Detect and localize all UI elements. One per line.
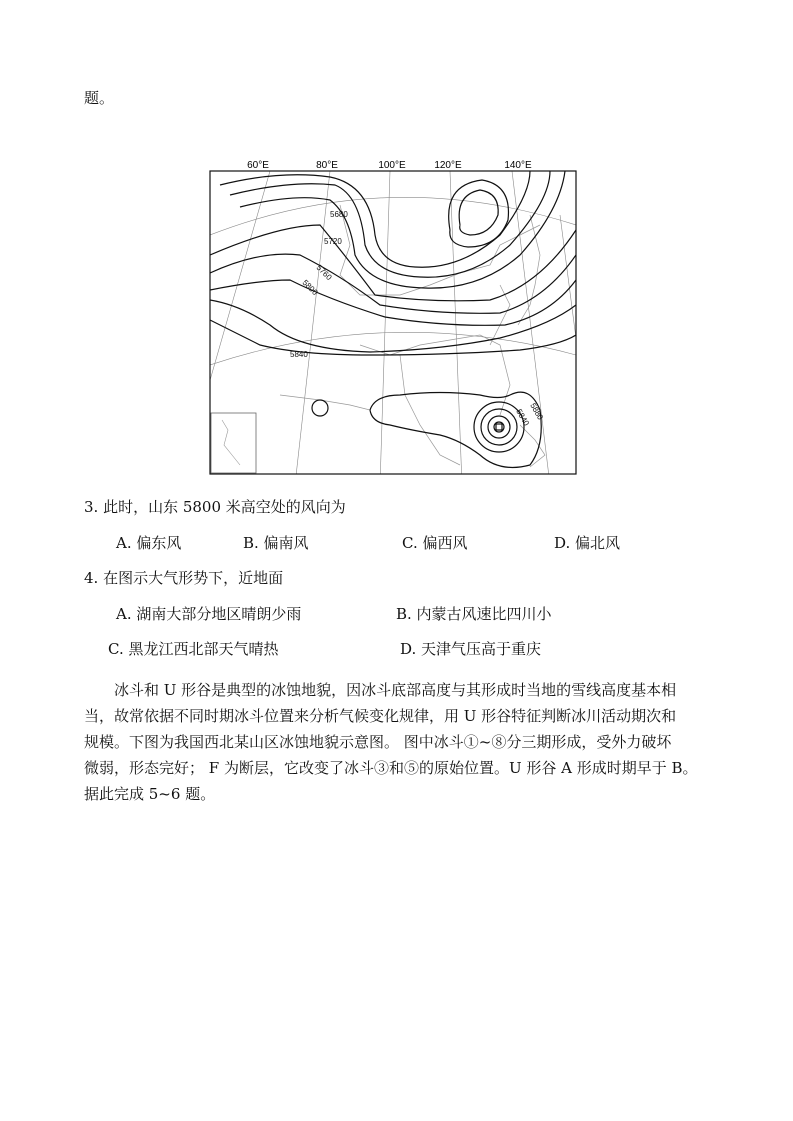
q4-option-c: C. 黑龙江西北部天气晴热 — [108, 640, 279, 658]
contour-label: 5680 — [330, 210, 348, 219]
passage-line: 当，故常依据不同时期冰斗位置来分析气候变化规律，用 U 形谷特征判断冰川活动期次和 — [84, 707, 677, 725]
passage-line: 冰斗和 U 形谷是典型的冰蚀地貌，因冰斗底部高度与其形成时当地的雪线高度基本相 — [114, 681, 677, 699]
passage-line: 规模。下图为我国西北某山区冰蚀地貌示意图。 图中冰斗①~⑧分三期形成，受外力破坏 — [84, 733, 672, 751]
q3-option-c: C. 偏西风 — [402, 534, 468, 552]
q3-stem: 3. 此时，山东 5800 米高空处的风向为 — [84, 498, 346, 516]
q4-option-a: A. 湖南大部分地区晴朗少雨 — [116, 605, 302, 623]
lon-label: 120°E — [434, 160, 462, 171]
contour-label: 5880 — [528, 401, 545, 422]
contour-label: 5760 — [314, 263, 334, 282]
q4-option-b: B. 内蒙古风速比四川小 — [396, 605, 552, 623]
passage — [84, 677, 724, 807]
passage-line: 微弱，形态完好； F 为断层，它改变了冰斗③和⑤的原始位置。U 形谷 A 形成时期早于 B。 — [84, 759, 698, 777]
lon-label: 100°E — [378, 160, 406, 171]
q3-option-a: A. 偏东风 — [116, 534, 182, 552]
lon-label: 60°E — [247, 160, 269, 171]
contour-label: 5720 — [324, 237, 342, 246]
contour-label: 5800 — [300, 278, 320, 297]
contour-label: 5840 — [290, 350, 308, 359]
passage-line: 据此完成 5~6 题。 — [84, 785, 216, 803]
lon-label: 80°E — [316, 160, 338, 171]
q4-option-d: D. 天津气压高于重庆 — [400, 640, 542, 658]
q3-option-d: D. 偏北风 — [554, 534, 621, 552]
q4-stem: 4. 在图示大气形势下，近地面 — [84, 569, 284, 587]
lon-label: 140°E — [504, 160, 532, 171]
inset-map — [211, 413, 256, 473]
contour-label: 5840 — [514, 407, 531, 428]
top-fragment: 题。 — [84, 89, 115, 107]
q3-option-b: B. 偏南风 — [243, 534, 309, 552]
weather-map-figure — [200, 155, 580, 480]
